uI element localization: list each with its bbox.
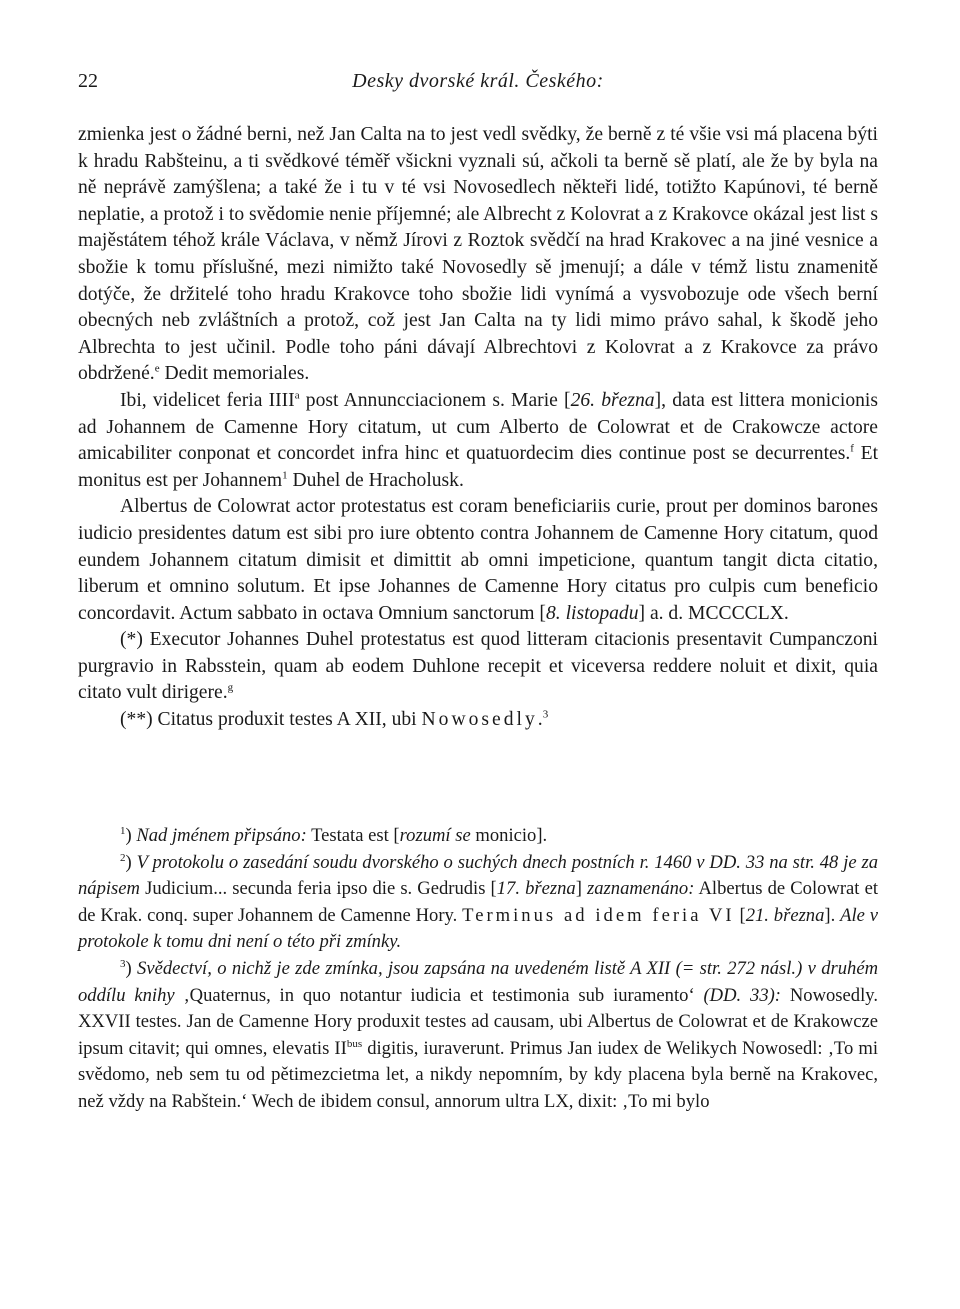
note-text: ] (575, 878, 587, 900)
note-italic: Svědectví, o nichž je zde zmínka, jsou zapsána na uvedeném listě A XII (= str. 272 násl.) v druhém oddílu knihy (78, 957, 879, 1006)
note-italic: (DD. 33): (703, 984, 781, 1006)
note-text: ‚Quaternus, in quo notantur iudicia et testimonia sub iuramento‘ (174, 984, 704, 1006)
p2-text: Et monitus est per Johannem (78, 443, 879, 491)
note-text: Albertus de Colowrat et de Krak. conq. super Johannem de Camenne Hory. (78, 878, 878, 926)
note-italic: rozumí se (399, 825, 471, 846)
footnote-marker: 3 (120, 957, 126, 970)
p4-text: (*) Executor Johannes Duhel protestatus est quod litteram citacionis presentavit Cumpanczoni purgravio in Rabsstein, quam ab eodem Duhlone recepit et viceversa reddere noluit et dixit, quia citato vult dirigere. (78, 629, 878, 704)
running-title: Desky dvorské král. Českého: (352, 70, 604, 92)
paragraph-3 (78, 494, 878, 627)
spaced-name: Nowosedly (421, 709, 538, 731)
paragraph-2 (78, 388, 878, 494)
p2-text: ], data est littera monicionis ad Johannem de Camenne Hory citatum, ut cum Alberto de Colowrat et de Crakowcze actore amicabiliter conponat et concordet infra hinc et quatuordecim dies continue post se decurrentes. (78, 389, 878, 465)
paragraph-4 (78, 627, 878, 707)
textual-note-mark: g (227, 681, 234, 694)
superscript-mark: a (294, 389, 300, 402)
note-italic: Nad jménem připsáno: (136, 825, 307, 846)
note-text: monicio]. (470, 825, 548, 846)
footnote-1: $^1$) Nad jménem připsáno: Testata est [rozumí se monicio]. (120, 824, 548, 846)
superscript-mark: bus (346, 1037, 363, 1050)
textual-note-mark: f (850, 442, 854, 455)
footnote-ref: 1 (282, 469, 288, 482)
date-gloss: 8. listopadu (545, 602, 639, 624)
p3-text: ] a. d. MCCCCLX. (638, 602, 789, 624)
note-text: digitis, iuraverunt. Primus Jan iudex de Welikych Nowosedl: ‚To mi svědomo, neb sem tu od pětimezcietma let, a nikdy nepomním, by kdy placena byla berně na Krakovec, než vždy na Rabštein.‘ Wech de ibidem consul, annorum ultra LX, dixit: ‚To mi bylo (78, 1037, 878, 1112)
p5-text: . (537, 709, 543, 731)
paragraph-5 (78, 707, 878, 734)
note-text: Testata est [ (306, 825, 400, 846)
p1-text: zmienka jest o žádné berni, než Jan Calta na to jest vedl svědky, že berně z té všie vsi má placena býti k hradu Rabšteinu, a ti svědkové téměř všickni vyznali sú, ačkoli ta berně sě platí, ale že by byla na ně neprávě zamýšlena; a také že i tu v té vsi Novosedlech někteři lidé, totižto Kapúnovi, té berně neplatie, a protož i to svědomie nenie příjemné; ale Albrecht z Kolovrat a z Krakovce okázal jest list s majěstátem téhož krále Václava, v němž Jírovi z Roztok svědčí na hrad Krakovec a na jiné vesnice a sbožie k tomu příslušné, mezi nimižto také Novosedly sě jmenují; a dále v témž listu znamenitě dotýče, že držitelé toho hradu Krakovce toho sbožie lidi vynímá a vysvobozuje ode všech berní obecných neb zvláštních a protož, což jest Jan Calta na ty lidi mimo právo sahal, k škodě jeho Albrechta to jest učinil. Podle toho páni dávají Albrechtovi z Kolovrat a z Krakovce za právo obdržené. (78, 124, 878, 385)
footnote-3: $^3$) Svědectví, o nichž je zde zmínka, jsou zapsána na uvedeném listě A XII (= str. 272 násl.) v druhém oddílu knihy ‚Quaternus, in quo notantur iudicia et testimonia sub iuramento‘ (DD. 33): Nowosedly. XXVII testes. Jan de Camenne Hory produxit testes ad causam, ubi Albertus de Colowrat et de Krakowcze ipsum citavit; qui omnes, elevatis $II^{bus}$ digitis, iuraverunt. Primus Jan iudex de Welikych Nowosedl: ‚To mi svědomo, neb sem tu od pětimezcietma let, a nikdy nepomním, by kdy placena byla berně na Krakovec, než vždy na Rabštein.‘ Wech de ibidem consul, annorum ultra LX, dixit: ‚To mi bylo (78, 957, 879, 1112)
footnotes (78, 823, 878, 1116)
date-gloss: 26. března (570, 389, 655, 411)
footnote-marker: 2 (120, 851, 126, 864)
p5-text: (**) Citatus produxit testes A XII, ubi (120, 709, 422, 731)
main-text (78, 122, 878, 734)
note-text: ]. (824, 904, 841, 926)
p2-text: post Annuncciacionem s. Marie [ (299, 389, 571, 411)
note-italic: 21. března (745, 904, 825, 926)
note-text: Judicium... secunda feria ipso die s. Gedrudis [ (139, 878, 497, 900)
footnote-ref: 3 (542, 708, 549, 721)
note-italic: Ale v protokole k tomu dni není o této při zmínky. (78, 904, 878, 953)
note-italic: 17. března (496, 878, 576, 900)
page-number: 22 (78, 70, 98, 92)
note-text: [ (734, 904, 746, 926)
p3-text: Albertus de Colowrat actor protestatus est coram beneficiariis curie, prout per dominos barones iudicio presidentes datum est sibi pro iure obtento contra Johannem de Camenne Hory citatum, quod eundem Johannem citatum dimisit et dimittit ab omni impeticione, quantum tangit dicta citatio, liberum et omnino solutum. Et ipse Johannes de Camenne Hory citatus pro culpis cum beneficio concordavit. Actum sabbato in octava Omnium sanctorum [ (78, 496, 878, 624)
note-italic: zaznamenáno: (587, 878, 695, 900)
paragraph-1 (78, 122, 878, 388)
textual-note-mark: e (154, 362, 160, 375)
footnote-2: $^2$) V protokolu o zasedání soudu dvorského o suchých dnech postních r. 1460 v DD. 33 na str. 48 je za nápisem Judicium... secunda feria ipso die s. Gedrudis [17. března] zaznamenáno: Albertus de Colowrat et de Krak. conq. super Johannem de Camenne Hory. Terminus ad idem feria VI [21. března]. Ale v protokole k tomu dni není o této při zmínky. (78, 851, 879, 953)
page-header (78, 70, 878, 100)
p2-text: Duhel de Hracholusk. (287, 469, 464, 491)
p2-text: Ibi, videlicet feria IIII (120, 389, 295, 411)
footnote-marker: 1 (120, 824, 126, 837)
note-italic: V protokolu o zasedání soudu dvorského o suchých dnech postních r. 1460 v DD. 33 na str. 48 je za nápisem (78, 851, 879, 900)
p1-end: Dedit memoriales. (159, 363, 310, 385)
note-text: Nowosedly. XXVII testes. Jan de Camenne Hory produxit testes ad causam, ubi Albertus de Colowrat et de Krakowcze ipsum citavit; qui omnes, elevatis II (78, 984, 878, 1059)
spaced-text: Terminus ad idem feria VI (462, 904, 735, 926)
